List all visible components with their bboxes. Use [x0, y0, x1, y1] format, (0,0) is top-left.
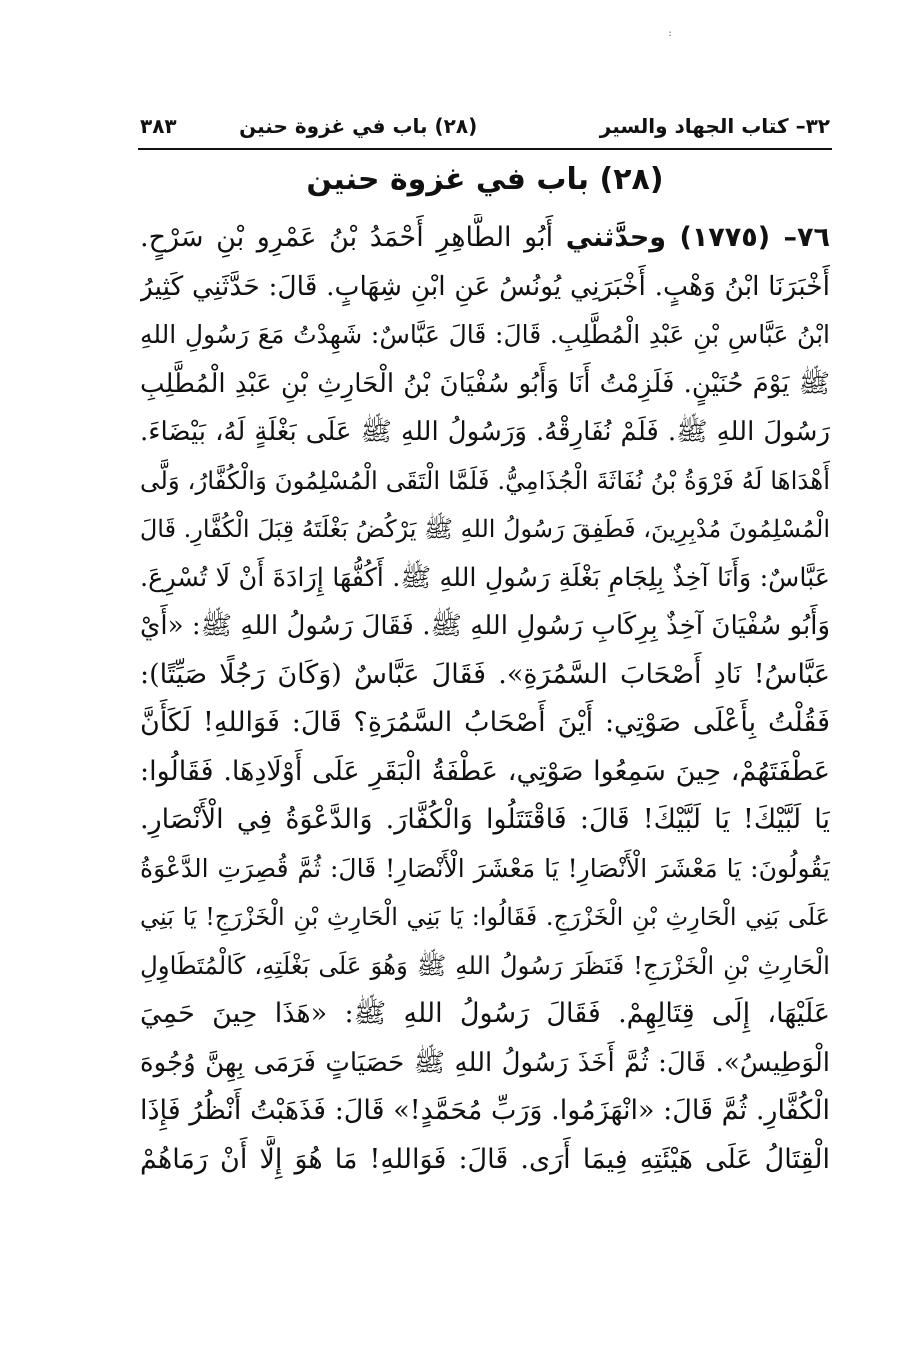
text-line: يَقُولُونَ: يَا مَعْشَرَ الْأَنْصَارِ! يَا مَعْشَرَ الْأَنْصَارِ! قَالَ: ثُمَّ قُصِرَتِ الدَّعْوَةُ: [140, 853, 830, 883]
text-line: الْوَطِيسُ». قَالَ: ثُمَّ أَخَذَ رَسُولُ اللهِ ﷺ حَصَيَاتٍ فَرَمَى بِهِنَّ وُجُوهَ: [140, 1047, 830, 1078]
text-line: عَبَّاسُ! نَادِ أَصْحَابَ السَّمُرَةِ». فَقَالَ عَبَّاسٌ (وَكَانَ رَجُلًا صَيِّتًا):: [140, 658, 830, 690]
page-mark: :: [668, 28, 672, 39]
text-line: عَلَى بَنِي الْحَارِثِ بْنِ الْخَزْرَجِ. فَقَالُوا: يَا بَنِي الْحَارِثِ بْنِ الْخَزْرَجِ! يَا بَنِي: [140, 903, 830, 931]
text-line: أَهْدَاهَا لَهُ فَرْوَةُ بْنُ نُفَاثَةَ الْجُذَامِيُّ. فَلَمَّا الْتَقَى الْمُسْلِمُونَ وَالْكُفَّارُ، وَلَّى: [140, 465, 830, 495]
text-line: عَلَيْهَا، إِلَى قِتَالِهِمْ. فَقَالَ رَسُولُ اللهِ ﷺ: «هَذَا حِينَ حَمِيَ: [140, 998, 830, 1029]
text-line: الْمُسْلِمُونَ مُدْبِرِينَ، فَطَفِقَ رَسُولُ اللهِ ﷺ يَرْكُضُ بَغْلَتَهُ قِبَلَ الْكُفَّارِ. قَالَ: [140, 515, 830, 543]
text-line: الْقِتَالُ عَلَى هَيْئَتِهِ فِيمَا أَرَى. قَالَ: فَوَاللهِ! مَا هُوَ إِلَّا أَنْ رَمَاهُمْ: [140, 1143, 830, 1175]
running-header: [140, 106, 830, 146]
text-line: [140, 214, 830, 263]
header-page-number: ٣٨٣: [140, 114, 177, 138]
header-divider: [138, 148, 832, 150]
text-line: وَأَبُو سُفْيَانَ آخِذٌ بِرِكَابِ رَسُولِ اللهِ ﷺ. فَقَالَ رَسُولُ اللهِ ﷺ: «أَيْ: [140, 611, 830, 641]
text-line: ابْنُ عَبَّاسِ بْنِ عَبْدِ الْمُطَّلِبِ. قَالَ: قَالَ عَبَّاسٌ: شَهِدْتُ مَعَ رَسُولِ اللهِ: [140, 320, 830, 349]
text-line: الْكُفَّارِ. ثُمَّ قَالَ: «انْهَزَمُوا. وَرَبِّ مُحَمَّدٍ!» قَالَ: فَذَهَبْتُ أَنْظُرُ فَإِذَا: [140, 1095, 830, 1126]
text-line: ﷺ يَوْمَ حُنَيْنٍ. فَلَزِمْتُ أَنَا وَأَبُو سُفْيَانَ بْنُ الْحَارِثِ بْنِ عَبْدِ الْمُطَّلِبِ: [140, 368, 830, 399]
text-line-content: أَبُو الطَّاهِرِ أَحْمَدُ بْنُ عَمْرِو بْنِ سَرْحٍ.: [140, 222, 554, 253]
header-book-title: ٣٢– كتاب الجهاد والسير: [599, 114, 830, 138]
text-line: الْحَارِثِ بْنِ الْخَزْرَجِ! فَنَظَرَ رَسُولُ اللهِ ﷺ وَهُوَ عَلَى بَغْلَتِهِ، كَالْمُتَطَاوِلِ: [140, 950, 830, 980]
text-line: أَخْبَرَنَا ابْنُ وَهْبٍ. أَخْبَرَنِي يُونُسُ عَنِ ابْنِ شِهَابٍ. قَالَ: حَدَّثَنِي كَثِيرُ: [140, 270, 830, 302]
header-chapter-title: (٢٨) باب في غزوة حنين: [239, 114, 478, 138]
text-line: فَقُلْتُ بِأَعْلَى صَوْتِي: أَيْنَ أَصْحَابُ السَّمُرَةِ؟ قَالَ: فَوَاللهِ! لَكَأَنَّ: [140, 707, 830, 738]
chapter-heading: (٢٨) باب في غزوة حنين: [306, 162, 664, 197]
hadith-number: ٧٦– (١٧٧٥) وحدَّثني: [565, 222, 830, 253]
text-line: عَبَّاسٌ: وَأَنَا آخِذٌ بِلِجَامِ بَغْلَةِ رَسُولِ اللهِ ﷺ. أَكُفُّهَا إِرَادَةَ أَنْ لَا تُسْرِعَ.: [140, 562, 830, 593]
text-line: عَطْفَتَهُمْ، حِينَ سَمِعُوا صَوْتِي، عَطْفَةُ الْبَقَرِ عَلَى أَوْلَادِهَا. فَقَالُوا:: [140, 755, 830, 787]
text-line: يَا لَبَّيْكَ! يَا لَبَّيْكَ! قَالَ: فَاقْتَتَلُوا وَالْكُفَّارَ. وَالدَّعْوَةُ فِي الْأَنْصَارِ.: [140, 804, 830, 835]
text-line: رَسُولَ اللهِ ﷺ. فَلَمْ نُفَارِقْهُ. وَرَسُولُ اللهِ ﷺ عَلَى بَغْلَةٍ لَهُ، بَيْضَاءَ.: [140, 417, 830, 447]
hadith-text: [140, 214, 830, 1184]
